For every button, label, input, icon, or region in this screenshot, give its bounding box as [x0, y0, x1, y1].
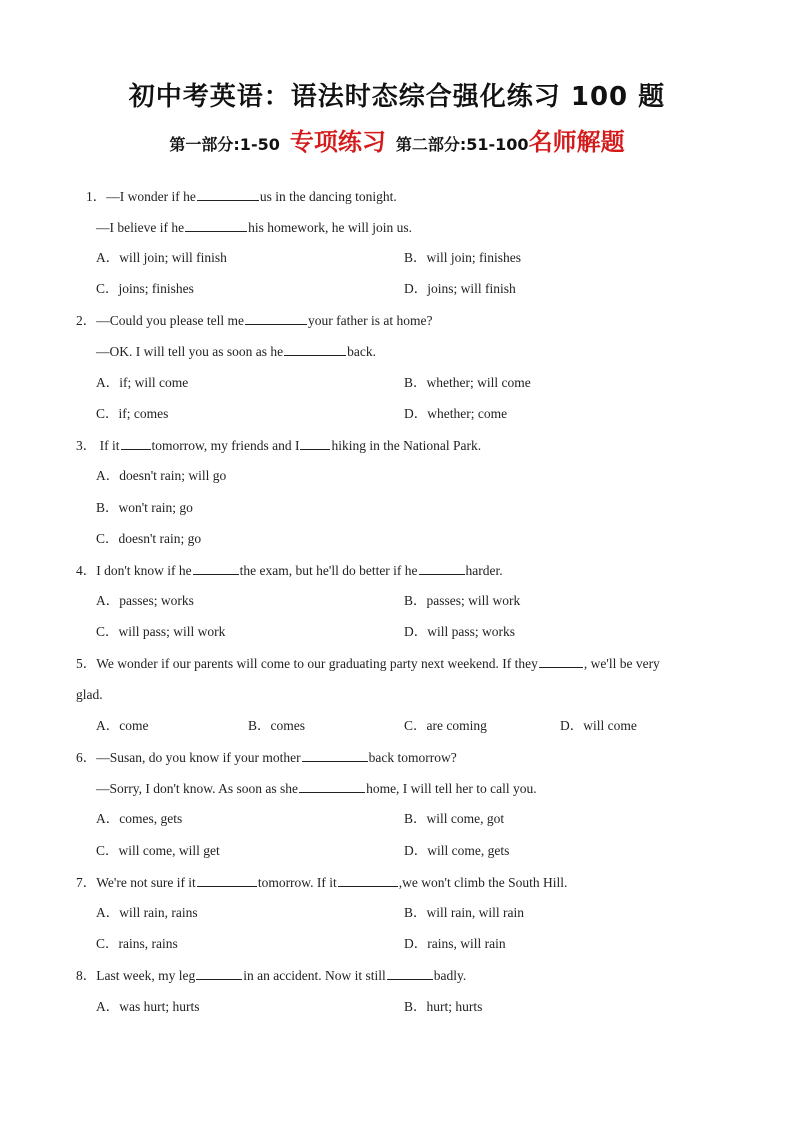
- question-5-line-2: glad.: [76, 687, 103, 702]
- question-7-option-d: D．rains, will rain: [404, 936, 506, 951]
- answer-blank: [302, 749, 368, 762]
- question-1-option-c: C．joins; finishes: [96, 281, 194, 296]
- question-2-option-a: A．if; will come: [96, 375, 189, 390]
- answer-blank: [197, 188, 259, 201]
- question-1-line-1: 1．—I wonder if he us in the dancing tonight.: [86, 189, 397, 204]
- question-5-option-b: B．comes: [248, 718, 305, 733]
- page-subtitle: [0, 122, 794, 157]
- question-5-option-a: A．come: [96, 718, 149, 733]
- answer-blank: [338, 874, 398, 887]
- question-1-option-a: A．will join; will finish: [96, 250, 227, 265]
- page-title: 初中考英语：语法时态综合强化练习 100 题: [128, 82, 666, 112]
- question-8-option-b: B．hurt; hurts: [404, 999, 483, 1014]
- question-7-option-c: C．rains, rains: [96, 936, 178, 951]
- part2-label: 第二部分:51-100: [395, 135, 529, 154]
- answer-blank: [419, 562, 465, 575]
- answer-blank: [196, 967, 242, 980]
- question-3-option-c: C．doesn't rain; go: [96, 531, 202, 546]
- question-8-option-a: A．was hurt; hurts: [96, 999, 200, 1014]
- question-7-line-1: 7．We're not sure if it tomorrow. If it ,we won't climb the South Hill.: [76, 875, 568, 890]
- question-2-option-d: D．whether; come: [404, 406, 508, 421]
- question-7-option-a: A．will rain, rains: [96, 905, 198, 920]
- question-4-option-c: C．will pass; will work: [96, 624, 226, 639]
- question-4-option-d: D．will pass; works: [404, 624, 515, 639]
- question-5-line-1: 5．We wonder if our parents will come to our graduating party next weekend. If they , we'll be very: [76, 656, 660, 671]
- answer-blank: [193, 562, 239, 575]
- question-4-option-b: B．passes; will work: [404, 593, 521, 608]
- part1-label: 第一部分:1-50: [169, 135, 280, 154]
- question-4-option-a: A．passes; works: [96, 593, 194, 608]
- question-2-line-2: —OK. I will tell you as soon as he back.: [96, 344, 376, 359]
- question-4-line-1: 4．I don't know if he the exam, but he'll do better if he harder.: [76, 563, 503, 578]
- question-8-line-1: 8．Last week, my leg in an accident. Now it still badly.: [76, 968, 467, 983]
- part2-tag: 名师解题: [528, 128, 625, 156]
- question-3-line-1: 3． If it tomorrow, my friends and I hiking in the National Park.: [76, 438, 482, 453]
- question-6-line-1: 6．—Susan, do you know if your mother back tomorrow?: [76, 750, 457, 765]
- answer-blank: [299, 780, 365, 793]
- answer-blank: [539, 655, 583, 668]
- answer-blank: [185, 219, 247, 232]
- question-6-line-2: —Sorry, I don't know. As soon as she home, I will tell her to call you.: [96, 781, 537, 796]
- question-1-option-d: D．joins; will finish: [404, 281, 516, 296]
- question-6-option-b: B．will come, got: [404, 811, 505, 826]
- question-2-option-b: B．whether; will come: [404, 375, 531, 390]
- answer-blank: [284, 343, 346, 356]
- question-5-option-c: C．are coming: [404, 718, 487, 733]
- question-2-line-1: 2．—Could you please tell me your father is at home?: [76, 313, 433, 328]
- answer-blank: [245, 312, 307, 325]
- question-1-option-b: B．will join; finishes: [404, 250, 522, 265]
- question-2-option-c: C．if; comes: [96, 406, 169, 421]
- question-7-option-b: B．will rain, will rain: [404, 905, 524, 920]
- part1-tag: 专项练习: [289, 128, 386, 156]
- answer-blank: [121, 437, 151, 450]
- question-5-option-d: D．will come: [560, 718, 637, 733]
- answer-blank: [197, 874, 257, 887]
- question-6-option-c: C．will come, will get: [96, 843, 220, 858]
- question-6-option-a: A．comes, gets: [96, 811, 183, 826]
- answer-blank: [387, 967, 433, 980]
- question-3-option-a: A．doesn't rain; will go: [96, 468, 227, 483]
- answer-blank: [300, 437, 330, 450]
- question-3-option-b: B．won't rain; go: [96, 500, 193, 515]
- question-6-option-d: D．will come, gets: [404, 843, 510, 858]
- question-1-line-2: —I believe if he his homework, he will join us.: [96, 220, 412, 235]
